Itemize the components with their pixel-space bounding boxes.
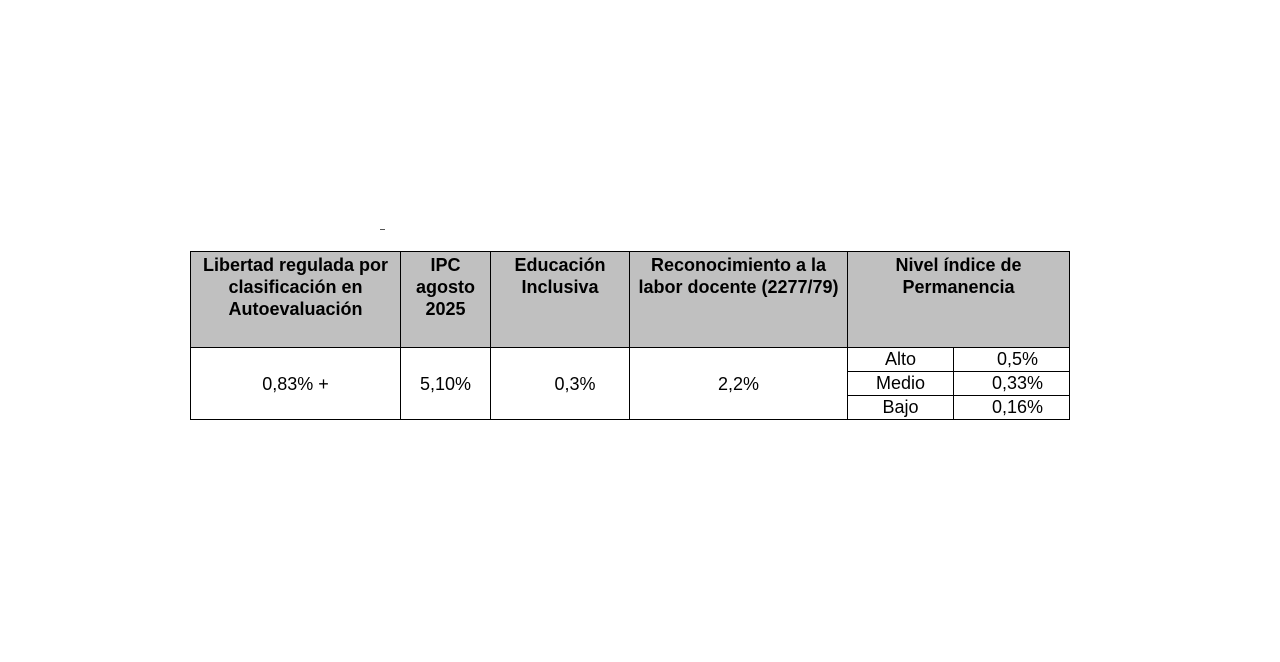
level-value: 0,33% <box>954 372 1070 396</box>
header-libertad: Libertad regulada por clasificación en Autoevaluación <box>191 252 401 348</box>
level-value: 0,5% <box>954 348 1070 372</box>
value-row <box>191 348 1070 420</box>
header-nivel-permanencia: Nivel índice de Permanencia <box>848 252 1070 348</box>
permanencia-row <box>848 348 1069 372</box>
permanencia-row <box>848 396 1069 420</box>
permanencia-row <box>848 372 1069 396</box>
value-libertad: 0,83% + <box>191 348 401 420</box>
stray-mark <box>380 229 385 230</box>
value-educacion: 0,3% <box>491 348 630 420</box>
value-reconocimiento: 2,2% <box>630 348 848 420</box>
level-label: Bajo <box>848 396 954 420</box>
permanencia-table <box>848 348 1069 419</box>
level-label: Alto <box>848 348 954 372</box>
level-value: 0,16% <box>991 397 1044 417</box>
value-ipc: 5,10% <box>401 348 491 420</box>
permanencia-cell <box>848 348 1070 420</box>
header-row <box>191 252 1070 348</box>
level-label: Medio <box>848 372 954 396</box>
header-reconocimiento: Reconocimiento a la labor docente (2277/79) <box>630 252 848 348</box>
header-educacion: Educación Inclusiva <box>491 252 630 348</box>
adjustment-table <box>190 251 1070 420</box>
header-ipc: IPC agosto 2025 <box>401 252 491 348</box>
